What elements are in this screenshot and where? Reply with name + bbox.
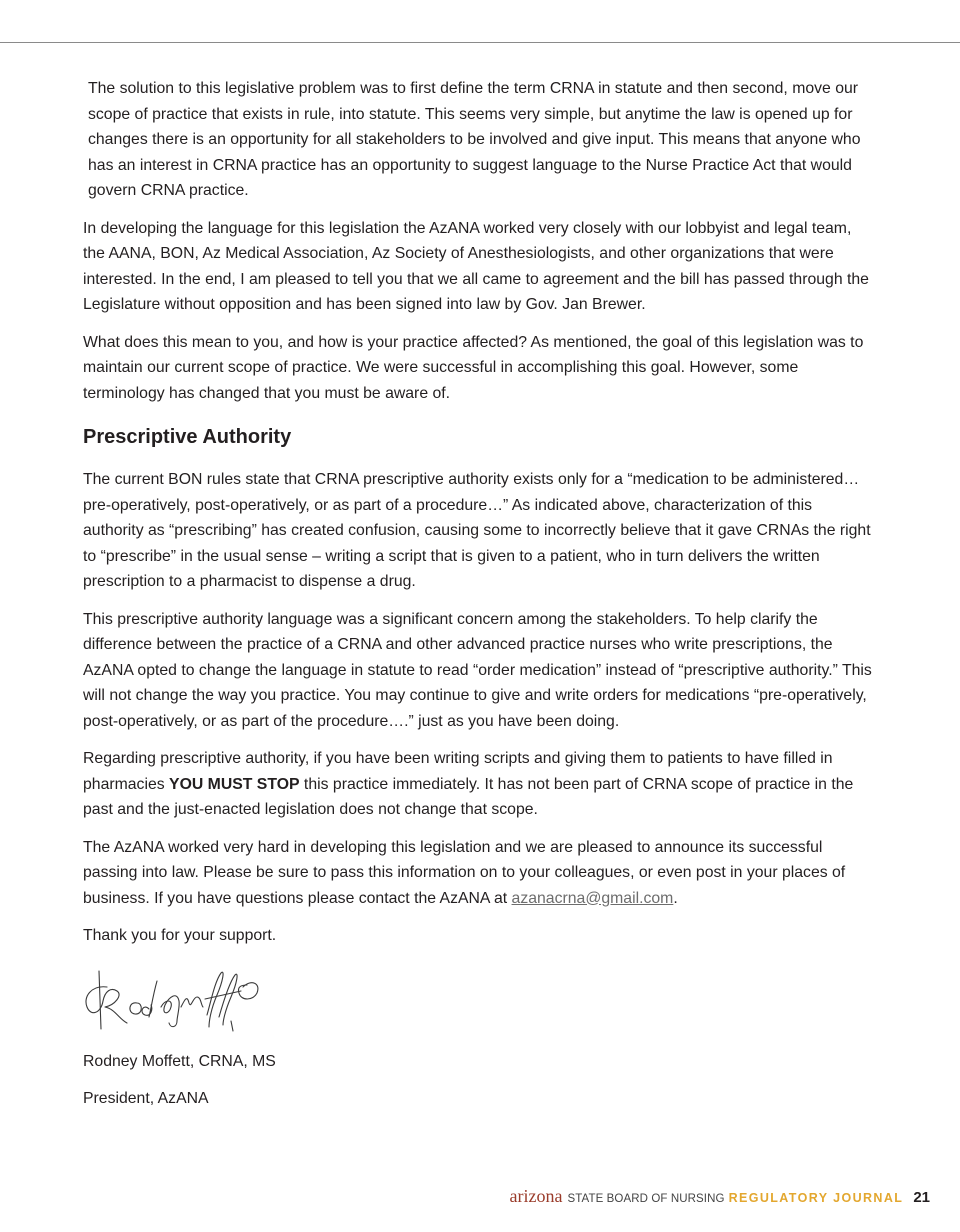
paragraph-solution: The solution to this legislative problem was to first define the term CRNA in statute and then second, move our scope of practice that exists in rule, into statute. This seems very simple, but anytime the law is opened up for changes there is an opportunity for all stakeholders to be involved and give input. This means that anyone who has an interest in CRNA practice has an opportunity to suggest language to the Nurse Practice Act that would govern CRNA practice. (88, 80, 861, 199)
must-stop-emphasis: YOU MUST STOP (169, 775, 300, 793)
paragraph-contact (83, 835, 873, 912)
paragraph-must-stop (83, 746, 873, 823)
paragraph-impact: What does this mean to you, and how is your practice affected? As mentioned, the goal of this legislation was to maintain our current scope of practice. We were successful in accomplishing this goal. However, some terminology has changed that you must be aware of. (83, 333, 864, 402)
paragraph-language-concern: This prescriptive authority language was a significant concern among the stakeholders. To help clarify the difference between the practice of a CRNA and other advanced practice nurses who write prescriptions, the AzANA opted to change the language in statute to read “order medication” instead of “prescriptive authority.” This will not change the way you practice. You may continue to give and write orders for medications “pre-operatively, post-operatively, or as part of the procedure….” just as you have been doing. (83, 610, 872, 730)
page-footer (510, 1186, 930, 1206)
signer-name: Rodney Moffett, CRNA, MS (83, 1052, 276, 1070)
must-stop-text-after: this practice immediately. It has not been part of CRNA scope of practice in the past and the just-enacted legislation does not change that scope. (83, 775, 854, 818)
signer-title: President, AzANA (83, 1090, 209, 1107)
page-number: 21 (913, 1189, 930, 1206)
must-stop-text-before: Regarding prescriptive authority, if you have been writing scripts and giving them to patients to have filled in pharmacies (83, 750, 833, 793)
footer-journal-name: REGULATORY JOURNAL (728, 1191, 904, 1205)
footer-brand-logo: arizona (509, 1186, 563, 1206)
contact-text-before: The AzANA worked very hard in developing this legislation and we are pleased to announce its successful passing into law. Please be sure to pass this information on to your colleagues, or even post in your places of business. If you have questions please contact the AzANA at (83, 838, 846, 907)
header-rule (0, 42, 960, 43)
contact-text-after: . (673, 889, 678, 907)
footer-board-name: STATE BOARD OF NURSING (567, 1193, 725, 1205)
paragraph-current-rules: The current BON rules state that CRNA prescriptive authority exists only for a “medication to be administered…pre-operatively, post-operatively, or as part of a procedure…” As indicated above, characterization of this authority as “prescribing” has created confusion, causing some to incorrectly believe that it gave CRNAs the right to “prescribe” in the usual sense – writing a script that is given to a patient, who in turn delivers the written prescription to a pharmacist to dispense a drug. (83, 471, 871, 590)
paragraph-development: In developing the language for this legislation the AzANA worked very closely with our lobbyist and legal team, the AANA, BON, Az Medical Association, Az Society of Anesthesiologists, and other organizations that were interested. In the end, I am pleased to tell you that we all came to agreement and the bill has passed through the Legislature without opposition and has been signed into law by Gov. Jan Brewer. (83, 219, 869, 313)
signature-image (81, 961, 261, 1033)
closing-line: Thank you for your support. (83, 927, 277, 944)
article-body (83, 76, 873, 1124)
section-heading-prescriptive-authority: Prescriptive Authority (83, 426, 292, 448)
email-link[interactable]: azanacrna@gmail.com (511, 889, 674, 907)
